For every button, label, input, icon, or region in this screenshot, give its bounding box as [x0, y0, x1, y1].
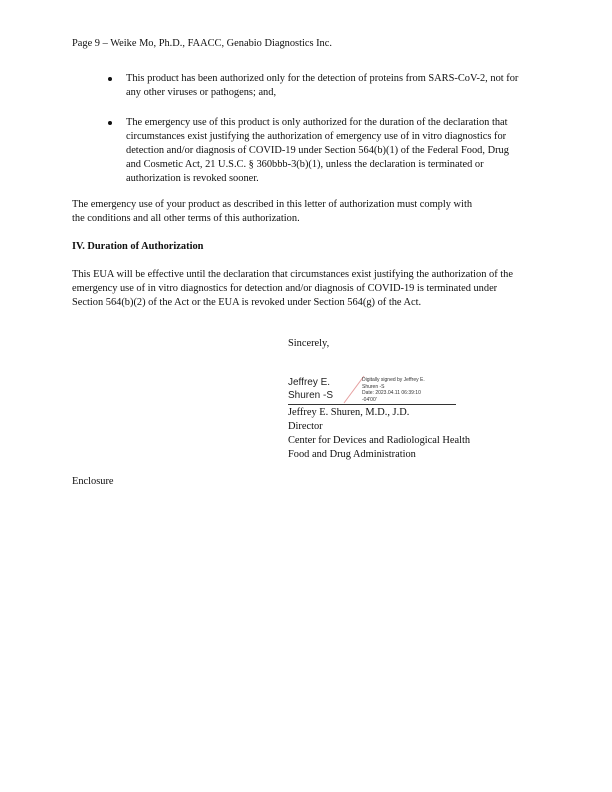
page-header: Page 9 – Weike Mo, Ph.D., FAACC, Genabio Diagnostics Inc. — [72, 38, 332, 49]
bullet-marker-2 — [108, 121, 112, 125]
signature-name-line-1: Jeffrey E. — [288, 377, 331, 388]
duration-paragraph: This EUA will be effective until the declaration that circumstances exist justifying the authorization of the emergency use of in vitro diagnostics for detection and/or diagnosis of COVID-19 is terminated under Section 564(b)(2) of the Act or the EUA is revoked under Section 564(g) of the Act. — [72, 269, 513, 308]
signature-rule — [288, 404, 456, 405]
bullet-item-2: The emergency use of this product is only authorized for the duration of the declaration that circumstances exist justifying the authorization of emergency use of in vitro diagnostics for detection and/or diagnosis of COVID-19 under Section 564(b)(1) of the Federal Food, Drug and Cosmetic Act, 21 U.S.C. § 360bbb-3(b)(1), unless the declaration is terminated or authorization is revoked sooner. — [126, 117, 509, 184]
signer-title: Director — [288, 421, 323, 432]
signature-digital-line-3: Date: 2023.04.11 06:39:10 — [362, 390, 421, 396]
enclosure-label: Enclosure — [72, 476, 114, 487]
signer-org-2: Food and Drug Administration — [288, 449, 416, 460]
signer-org-1: Center for Devices and Radiological Health — [288, 435, 471, 446]
bullet-marker-1 — [108, 77, 112, 81]
signature-name-line-2: Shuren -S — [288, 390, 334, 401]
closing-sincerely: Sincerely, — [288, 338, 330, 349]
signature-digital-line-2: Shuren -S — [362, 383, 385, 390]
section-heading: IV. Duration of Authorization — [72, 241, 204, 252]
signature-digital-line-4: -04'00' — [362, 396, 377, 403]
signer-name: Jeffrey E. Shuren, M.D., J.D. — [288, 407, 410, 418]
digital-signature — [288, 374, 458, 404]
conditions-paragraph: The emergency use of your product as described in this letter of authorization must comply with the conditions and all other terms of this authorization. — [72, 199, 473, 224]
signature-digital-line-1: Digitally signed by Jeffrey E. — [362, 377, 425, 383]
bullet-item-1: This product has been authorized only for the detection of proteins from SARS-CoV-2, not for any other viruses or pathogens; and, — [126, 73, 519, 98]
